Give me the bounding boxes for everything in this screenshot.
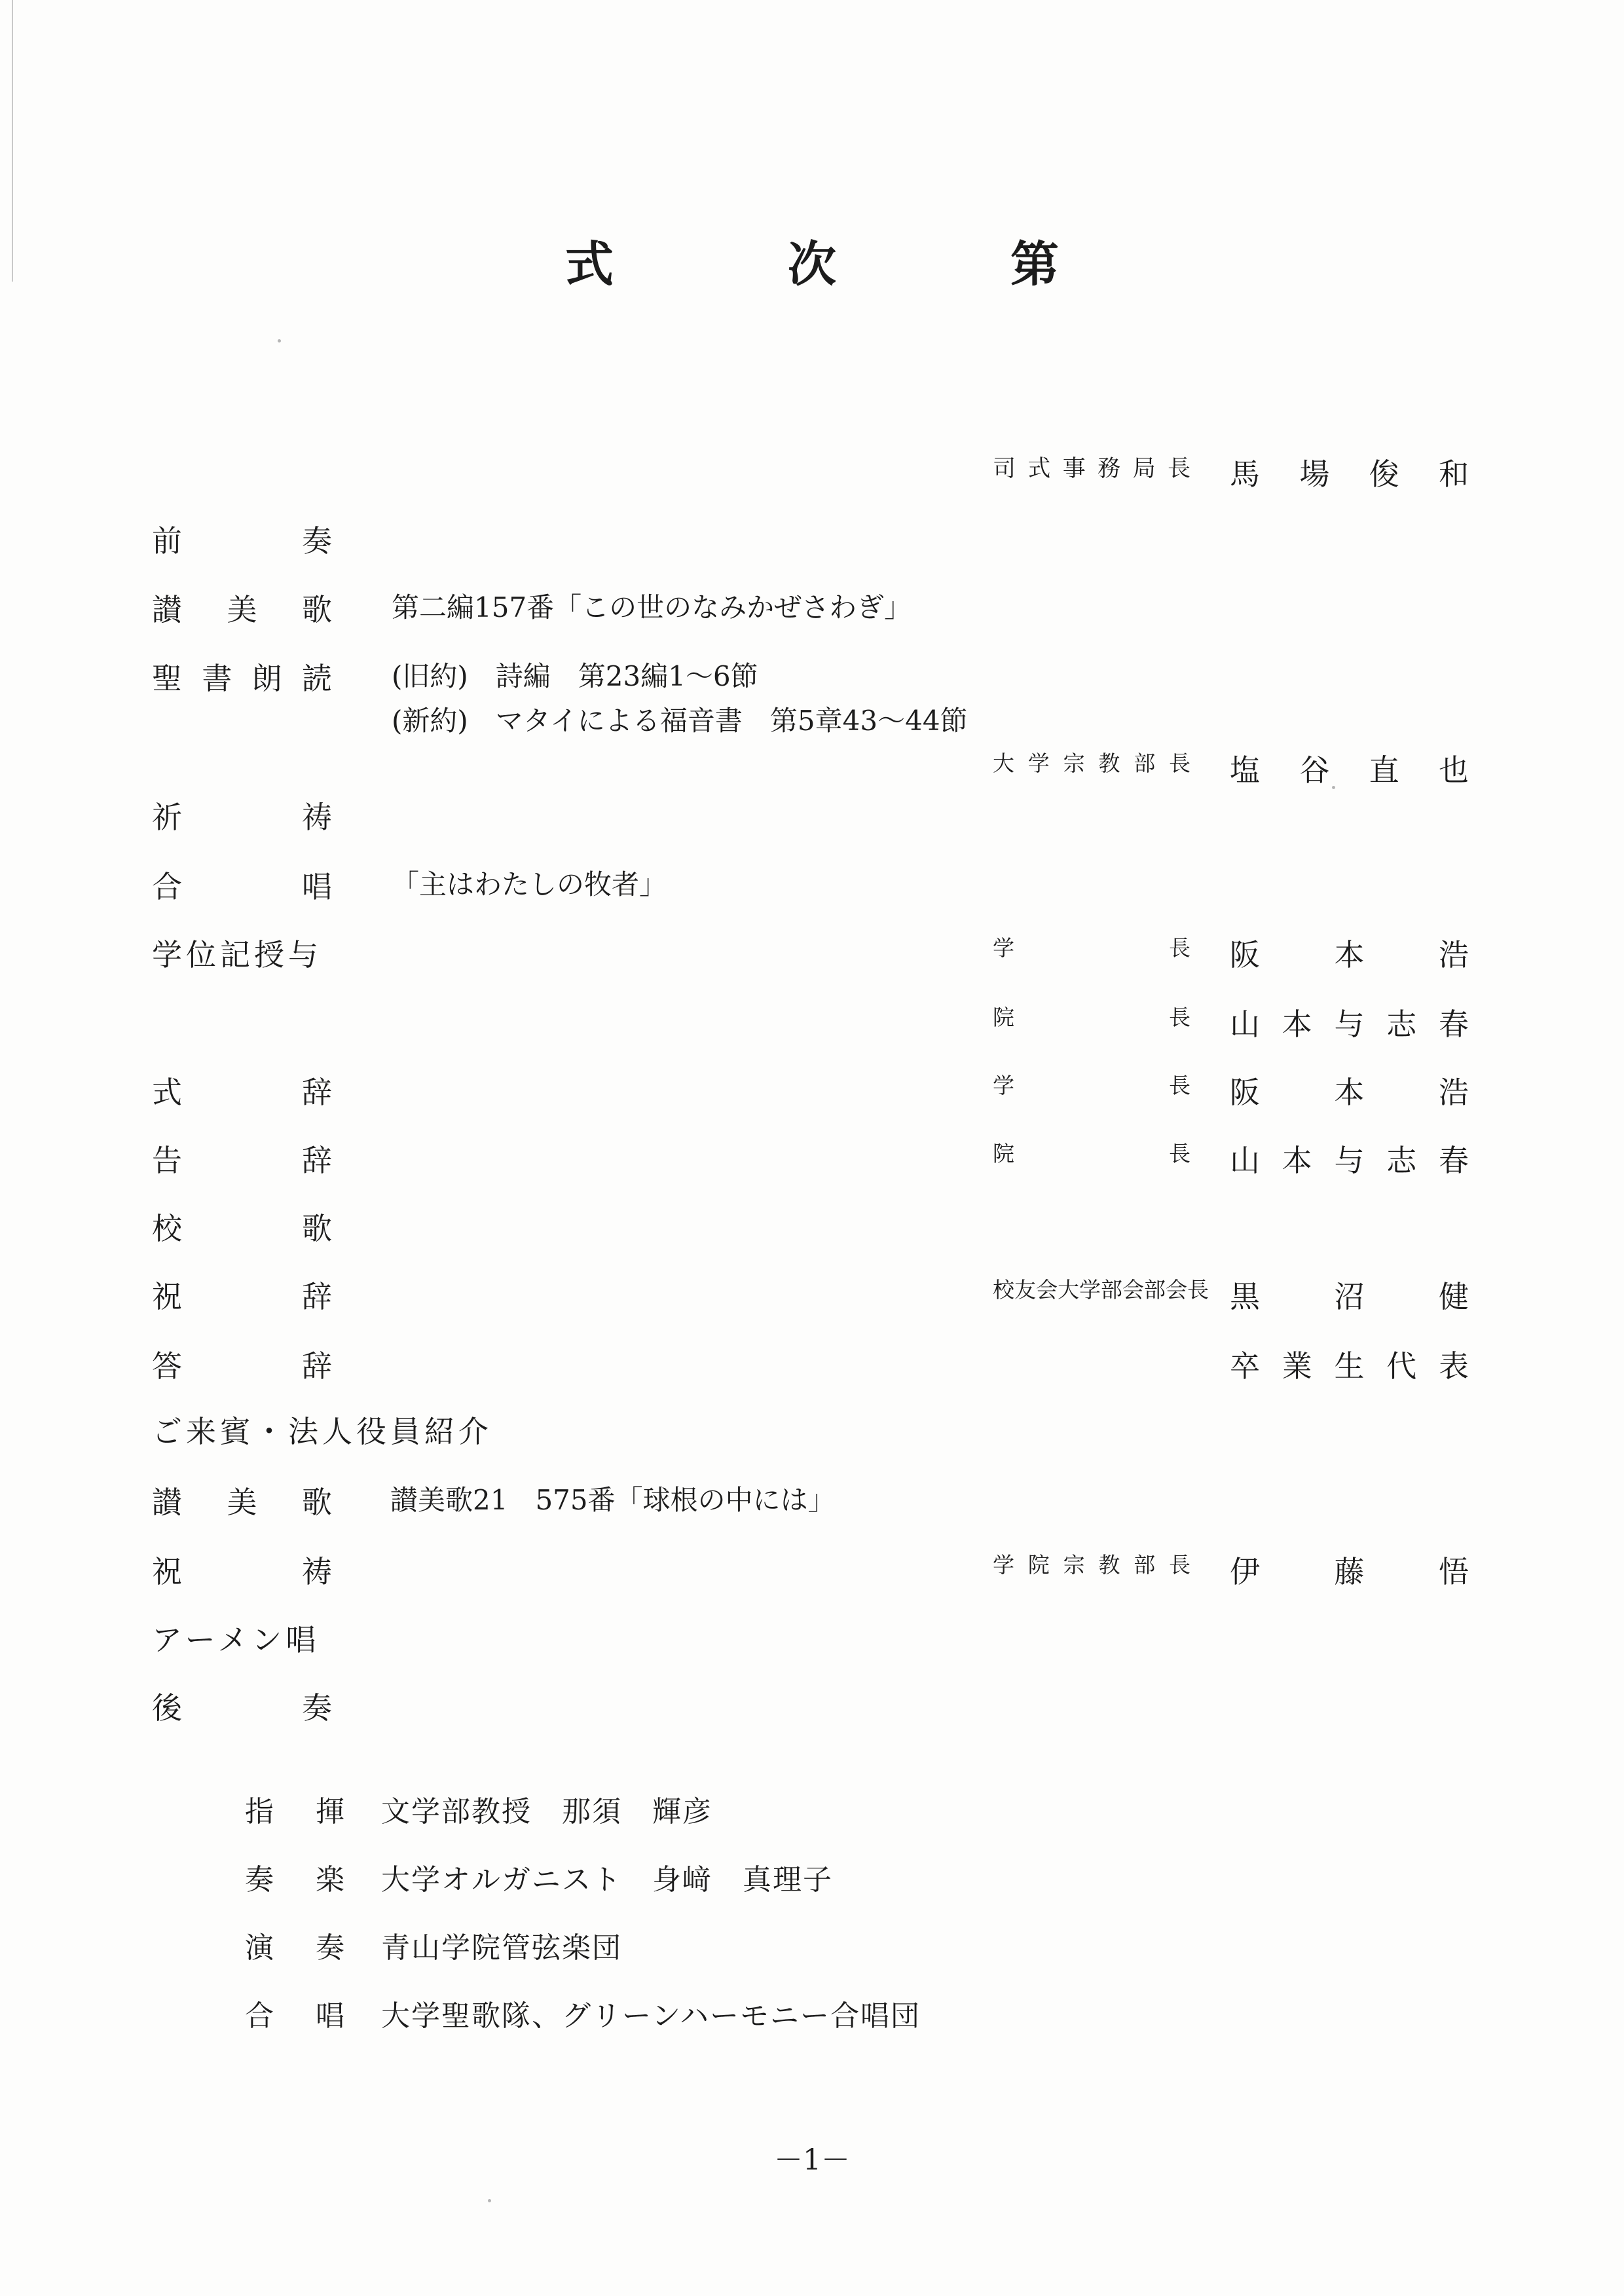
officiant-role <box>993 1137 1190 1168</box>
officiant-role <box>993 1069 1190 1100</box>
label-glyph: 長 <box>1168 1552 1190 1578</box>
label-glyph: 本 <box>1282 1143 1312 1178</box>
performer-label <box>245 1788 344 1830</box>
label-glyph: 奏 <box>302 1690 332 1726</box>
label-glyph: 長 <box>1167 456 1190 482</box>
program-item: アーメン唱 <box>152 1622 320 1657</box>
program-row <box>0 863 1624 916</box>
program-item <box>152 1273 332 1316</box>
label-glyph: 部 <box>1134 1552 1156 1578</box>
program-row <box>0 586 1624 639</box>
page-number: －1－ <box>774 2143 850 2177</box>
program-item: 学位記授与 <box>152 937 322 972</box>
label-glyph: 美 <box>227 592 257 627</box>
label-glyph: 告 <box>152 1143 182 1178</box>
program-item <box>152 655 332 698</box>
host-name <box>1230 451 1469 494</box>
label-glyph: 阪 <box>1230 937 1260 972</box>
label-glyph: 大 <box>993 750 1014 776</box>
program-row <box>0 1616 1624 1669</box>
officiant-role <box>993 1548 1190 1579</box>
label-glyph: 馬 <box>1230 456 1260 492</box>
program-item <box>152 863 332 906</box>
label-glyph: 校 <box>152 1211 182 1246</box>
label-glyph: 学 <box>993 935 1014 961</box>
program-officiant-row <box>0 1001 1624 1053</box>
program-row <box>0 1408 1624 1460</box>
program-row-continued <box>0 699 1624 752</box>
label-glyph: 奏 <box>302 523 332 559</box>
officiant-role: 校友会大学部会部会長 <box>993 1277 1209 1303</box>
label-glyph: 辞 <box>302 1075 332 1110</box>
label-glyph: 院 <box>993 1141 1014 1166</box>
label-glyph: 読 <box>301 661 332 696</box>
officiant-name <box>1230 1342 1469 1386</box>
page-title: 式 次 第 <box>565 236 1122 293</box>
program-item <box>152 1479 332 1522</box>
label-glyph: 業 <box>1282 1348 1312 1384</box>
label-glyph: 答 <box>152 1348 182 1384</box>
label-glyph: 山 <box>1230 1143 1260 1178</box>
performer-label <box>245 1992 344 2034</box>
label-glyph: 浩 <box>1439 937 1469 972</box>
label-glyph: 宗 <box>1063 750 1085 776</box>
label-glyph: 浩 <box>1439 1075 1469 1110</box>
officiant-name <box>1230 931 1469 974</box>
officiant-role <box>993 747 1190 777</box>
label-glyph: 表 <box>1439 1348 1469 1384</box>
label-glyph: 学 <box>993 1552 1014 1578</box>
label-glyph: 祈 <box>152 800 182 835</box>
label-glyph: 教 <box>1098 1552 1120 1578</box>
label-glyph: 奏 <box>245 1863 274 1897</box>
label-glyph: 卒 <box>1230 1348 1260 1384</box>
label-glyph: 歌 <box>302 1211 332 1246</box>
label-glyph: 院 <box>993 1005 1014 1030</box>
program-item <box>152 517 332 561</box>
performer-text: 文学部教授 那須 輝彦 <box>381 1795 712 1828</box>
label-glyph: 春 <box>1439 1007 1469 1042</box>
program-row <box>0 1205 1624 1257</box>
label-glyph: 書 <box>202 661 232 696</box>
performer-row <box>0 1924 1624 1976</box>
label-glyph: 与 <box>1334 1007 1365 1042</box>
label-glyph: 学 <box>1027 750 1050 776</box>
label-glyph: 局 <box>1132 456 1156 482</box>
label-glyph: 祝 <box>152 1554 182 1589</box>
label-glyph: 春 <box>1439 1143 1469 1178</box>
host-row <box>0 451 1624 503</box>
performer-row <box>0 1992 1624 2045</box>
label-glyph: 阪 <box>1230 1075 1260 1110</box>
label-glyph: 伊 <box>1230 1554 1260 1589</box>
program-detail-second-line: (新約) マタイによる福音書 第5章43～44節 <box>392 705 968 737</box>
officiant-role <box>993 1001 1190 1031</box>
program-row <box>0 517 1624 570</box>
program-officiant-row <box>0 747 1624 799</box>
label-glyph: 院 <box>1027 1552 1050 1578</box>
program-item <box>152 1342 332 1386</box>
program-row <box>0 1548 1624 1601</box>
label-glyph: 合 <box>152 869 182 904</box>
label-glyph: 黒 <box>1230 1279 1260 1314</box>
label-glyph: 後 <box>152 1690 182 1726</box>
program-row <box>0 1684 1624 1737</box>
label-glyph: 部 <box>1134 750 1156 776</box>
label-glyph: 山 <box>1230 1007 1260 1042</box>
label-glyph: 本 <box>1334 1075 1365 1110</box>
label-glyph: 場 <box>1299 456 1330 492</box>
label-glyph: 聖 <box>152 661 182 696</box>
scan-speck <box>278 339 281 343</box>
label-glyph: 司 <box>993 456 1016 482</box>
performer-text: 大学聖歌隊、グリーンハーモニー合唱団 <box>381 1999 921 2033</box>
label-glyph: 事 <box>1062 456 1086 482</box>
program-item <box>152 1684 332 1728</box>
label-glyph: 谷 <box>1299 752 1330 788</box>
label-glyph: 与 <box>1334 1143 1365 1178</box>
officiant-role <box>993 931 1190 962</box>
officiant-name <box>1230 1001 1469 1044</box>
label-glyph: 務 <box>1098 456 1121 482</box>
label-glyph: 指 <box>245 1795 274 1828</box>
label-glyph: 讃 <box>152 592 182 627</box>
performer-text: 大学オルガニスト 身﨑 真理子 <box>381 1863 833 1897</box>
label-glyph: 朗 <box>251 661 282 696</box>
performer-row <box>0 1856 1624 1908</box>
program-row <box>0 1137 1624 1189</box>
officiant-name <box>1230 1273 1469 1316</box>
label-glyph: 前 <box>152 523 182 559</box>
program-detail: 讃美歌21 575番「球根の中には」 <box>390 1484 836 1516</box>
label-glyph: 演 <box>245 1931 274 1965</box>
officiant-name <box>1230 1137 1469 1180</box>
program-item <box>152 794 332 837</box>
label-glyph: 唱 <box>316 1999 344 2033</box>
label-glyph: 祝 <box>152 1279 182 1314</box>
performer-label <box>245 1924 344 1966</box>
label-glyph: 志 <box>1386 1007 1417 1042</box>
program-item <box>152 1548 332 1591</box>
label-glyph: 本 <box>1282 1007 1312 1042</box>
label-glyph: 歌 <box>302 1485 332 1520</box>
program-item <box>152 586 332 629</box>
label-glyph: 学 <box>993 1073 1014 1098</box>
program-item <box>152 1205 332 1248</box>
label-glyph: 生 <box>1334 1348 1365 1384</box>
label-glyph: 沼 <box>1334 1279 1365 1314</box>
label-glyph: 祷 <box>302 1554 332 1589</box>
program-row <box>0 1342 1624 1395</box>
label-glyph: 塩 <box>1230 752 1260 788</box>
label-glyph: 直 <box>1369 752 1399 788</box>
label-glyph: 歌 <box>302 592 332 627</box>
label-glyph: 祷 <box>302 800 332 835</box>
program-row <box>0 794 1624 846</box>
label-glyph: 讃 <box>152 1485 182 1520</box>
performer-label <box>245 1856 344 1898</box>
program-item: ご来賓・法人役員紹介 <box>152 1414 492 1449</box>
label-glyph: 俊 <box>1369 456 1399 492</box>
label-glyph: 合 <box>245 1999 274 2033</box>
label-glyph: 長 <box>1168 750 1190 776</box>
officiant-name <box>1230 1069 1469 1112</box>
label-glyph: 式 <box>152 1075 182 1110</box>
label-glyph: 悟 <box>1439 1554 1469 1589</box>
label-glyph: 本 <box>1334 937 1365 972</box>
label-glyph: 和 <box>1438 456 1469 492</box>
label-glyph: 長 <box>1169 1141 1190 1166</box>
label-glyph: 志 <box>1386 1143 1417 1178</box>
program-row <box>0 931 1624 984</box>
label-glyph: 也 <box>1438 752 1469 788</box>
label-glyph: 美 <box>227 1485 257 1520</box>
label-glyph: 奏 <box>316 1931 344 1965</box>
officiant-name <box>1230 747 1469 790</box>
host-role <box>993 451 1190 483</box>
label-glyph: 長 <box>1169 935 1190 961</box>
program-row <box>0 1479 1624 1531</box>
scan-speck <box>488 2199 491 2202</box>
label-glyph: 楽 <box>316 1863 344 1897</box>
label-glyph: 辞 <box>302 1143 332 1178</box>
label-glyph: 健 <box>1439 1279 1469 1314</box>
performer-row <box>0 1788 1624 1840</box>
label-glyph: 唱 <box>302 869 332 904</box>
label-glyph: 辞 <box>302 1348 332 1384</box>
performer-text: 青山学院管弦楽団 <box>381 1931 622 1965</box>
label-glyph: 宗 <box>1063 1552 1085 1578</box>
label-glyph: 辞 <box>302 1279 332 1314</box>
label-glyph: 藤 <box>1334 1554 1365 1589</box>
program-row <box>0 1273 1624 1325</box>
label-glyph: 式 <box>1027 456 1051 482</box>
label-glyph: 揮 <box>316 1795 344 1828</box>
label-glyph: 長 <box>1169 1073 1190 1098</box>
label-glyph: 教 <box>1098 750 1120 776</box>
program-row <box>0 1069 1624 1121</box>
program-item <box>152 1137 332 1180</box>
program-detail: 第二編157番「この世のなみかぜさわぎ」 <box>392 591 912 623</box>
label-glyph: 長 <box>1169 1005 1190 1030</box>
officiant-name <box>1230 1548 1469 1591</box>
program-item <box>152 1069 332 1112</box>
program-detail: 「主はわたしの牧者」 <box>392 868 667 900</box>
program-detail: (旧約) 詩編 第23編1～6節 <box>392 660 758 692</box>
label-glyph: 代 <box>1386 1348 1417 1384</box>
